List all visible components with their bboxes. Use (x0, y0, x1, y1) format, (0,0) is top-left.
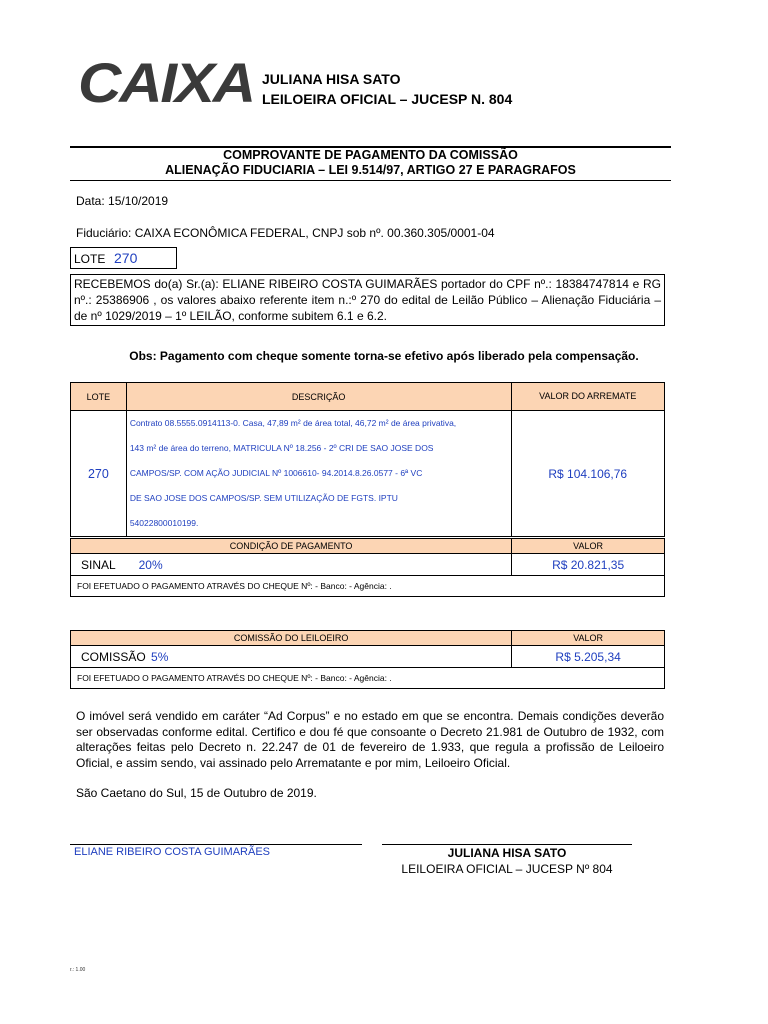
item-description (126, 411, 511, 537)
auctioneer-signature-line (382, 844, 632, 845)
place-date: São Caetano do Sul, 15 de Outubro de 2019. (76, 786, 317, 800)
document-title (70, 146, 671, 181)
lote-value: 270 (114, 250, 138, 266)
description-line: 54022800010199. (129, 518, 199, 528)
description-line: Contrato 08.5555.0914113-0. Casa, 47,89 m² de área total, 46,72 m² de área privativa, (129, 418, 457, 428)
sinal-percent: 20% (138, 557, 163, 572)
auctioneer-name-header: JULIANA HISA SATO (262, 71, 401, 87)
auctioneer-title-header: LEILOEIRA OFICIAL – JUCESP N. 804 (262, 91, 513, 107)
closing-paragraph: O imóvel será vendido em caráter “Ad Corpus” e no estado em que se encontra. Demais condições deverão ser observadas conforme edital. Certifico e dou fé que consoante o Decreto 21.981 de Outubro de 1932, com alterações feitas pelo Decreto n. 22.247 de 01 de fevereiro de 1.933, que regula a profissão de Leiloeiro Oficial, e assim sendo, vai assinado pelo Arrematante e por mim, Leiloeiro Oficial. (76, 709, 664, 770)
buyer-signature-line (70, 844, 362, 845)
comissao-cell (71, 646, 512, 668)
title-line-1: COMPROVANTE DE PAGAMENTO DA COMISSÃO (223, 148, 518, 162)
fiduciario-line: Fiduciário: CAIXA ECONÔMICA FEDERAL, CNPJ sob nº. 00.360.305/0001-04 (76, 226, 495, 240)
description-line: DE SAO JOSE DOS CAMPOS/SP. SEM UTILIZAÇÃO DE FGTS. IPTU (129, 493, 398, 503)
lote-label: LOTE (74, 252, 106, 266)
commission-table (70, 630, 665, 689)
svg-text:CAIXA: CAIXA (78, 58, 254, 108)
lote-box (70, 247, 177, 269)
col-header-descricao: DESCRIÇÃO (126, 383, 511, 411)
comissao-label: COMISSÃO (81, 649, 146, 664)
footer-version-note: r.: 1.00 (70, 967, 86, 973)
description-line: 143 m² de área do terreno, MATRICULA Nº 18.256 - 2º CRI DE SAO JOSE DOS (129, 443, 434, 453)
comissao-valor: R$ 5.205,34 (512, 646, 665, 668)
sinal-label: SINAL (81, 557, 116, 572)
title-line-2: ALIENAÇÃO FIDUCIARIA – LEI 9.514/97, ARTIGO 27 E PARAGRAFOS (165, 163, 576, 177)
col-header-valor-comissao: VALOR (512, 631, 665, 646)
buyer-signature-name: ELIANE RIBEIRO COSTA GUIMARÃES (74, 846, 271, 858)
commission-cheque-note: FOI EFETUADO O PAGAMENTO ATRAVÉS DO CHEQUE Nº: - Banco: - Agência: . (71, 668, 665, 689)
description-line: CAMPOS/SP. COM AÇÃO JUDICIAL Nº 1006610- 94.2014.8.26.0577 - 6ª VC (129, 468, 423, 478)
col-header-lote: LOTE (71, 383, 127, 411)
receipt-statement: RECEBEMOS do(a) Sr.(a): ELIANE RIBEIRO COSTA GUIMARÃES portador do CPF nº.: 18384747814 e RG nº.: 25386906 , os valores abaixo referente item n.:º 270 do edital de Leilão Público – Alienação Fiduciária – de nº 1029/2019 – 1º LEILÃO, conforme subitem 6.1 e 6.2. (70, 274, 665, 326)
payment-cheque-note: FOI EFETUADO O PAGAMENTO ATRAVÉS DO CHEQUE Nº: - Banco: - Agência: . (71, 576, 665, 597)
col-header-valor-pagamento: VALOR (512, 539, 665, 554)
document-date: Data: 15/10/2019 (76, 194, 169, 208)
item-lote: 270 (71, 411, 127, 537)
item-valor: R$ 104.106,76 (511, 411, 665, 537)
payment-table (70, 538, 665, 597)
item-table (70, 382, 665, 537)
caixa-logo (78, 58, 256, 108)
auctioneer-signature-name: JULIANA HISA SATO (447, 846, 567, 860)
sinal-cell (71, 554, 512, 576)
observation-note: Obs: Pagamento com cheque somente torna-se efetivo após liberado pela compensação. (129, 349, 639, 363)
col-header-comissao: COMISSÃO DO LEILOEIRO (71, 631, 512, 646)
col-header-valor: VALOR DO ARREMATE (511, 383, 665, 411)
comissao-percent: 5% (151, 649, 169, 664)
auctioneer-signature-title: LEILOEIRA OFICIAL – JUCESP Nº 804 (401, 862, 613, 876)
sinal-valor: R$ 20.821,35 (512, 554, 665, 576)
col-header-condicao: CONDIÇÃO DE PAGAMENTO (71, 539, 512, 554)
